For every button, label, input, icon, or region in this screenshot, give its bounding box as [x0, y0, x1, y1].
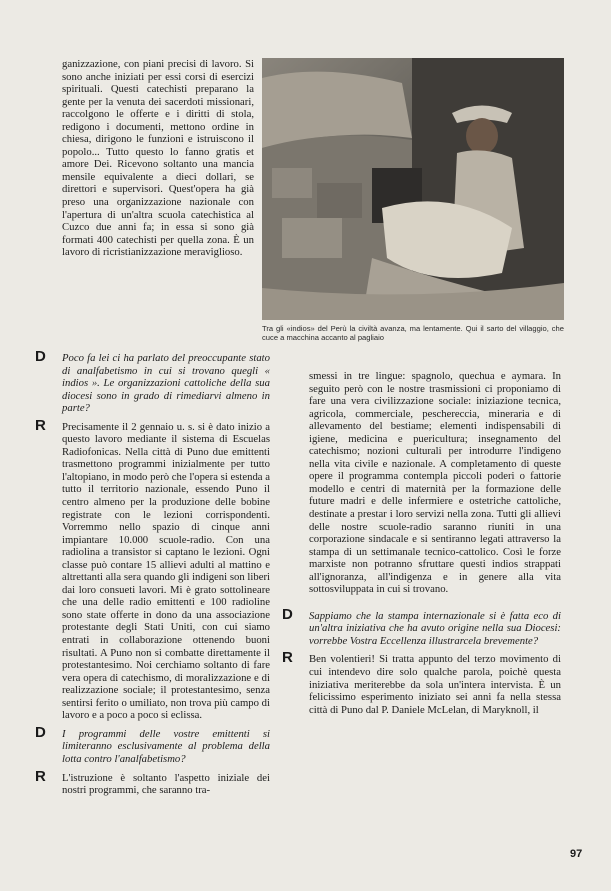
answer-text: Ben volentieri! Si tratta appunto del terzo movimento di cui intendevo dire solo qualche parola, poichè questa iniziativa meriterebbe da sola un'intera intervista. È un felicissimo esperimento iniziato sei anni fa nella stessa città di Puno dal P. Daniele McLelan, di Maryknoll, il	[309, 653, 561, 716]
question-marker: D	[35, 348, 46, 365]
left-column-top	[62, 58, 254, 259]
page-number: 97	[570, 848, 583, 860]
photo-tailor-sewing	[262, 58, 564, 320]
question-text: Poco fa lei ci ha parlato del preoccupante stato di analfabetismo in cui si trovano quegli « indios ». Le organizzazioni cattoliche della sua diocesi sono in grado di rimediarvi almeno in parte?	[62, 352, 270, 415]
intro-paragraph: ganizzazione, con piani precisi di lavoro. Si sono anche iniziati per essi corsi di esercizi spirituali. Questi catechisti preparano la gente per la venuta dei sacerdoti missionari, raccolgono le offerte e i diritti di stola, redigono i documenti, mettono ordine in chiesa, dirigono le funzioni e istruiscono il popolo... Tutto questo lo fanno gratis et amore Dei. Ricevono soltanto una mancia mensile equivalente a dieci dollari, se direttori e supervisori. Quest'opera ha già preso una organizzazione nazionale con l'apertura di un'altra scuola catechistica al Cuzco due anni fa; in essa si sono già formati 400 catechisti per quella zona. È un lavoro di ricristianizzazione meraviglioso.	[62, 58, 254, 259]
question-block	[282, 605, 561, 648]
answer-text: Precisamente il 2 gennaio u. s. si è dato inizio a questo lavoro mediante il sistema di Escuelas Radiofonicas. Nella città di Puno due emittenti trasmettono programmi inizialmente per tutto l'altopiano, in modo però che l'opera si estenda a tutto il territorio nazionale, essendo Puno il centro almeno per la produzione delle bobine registrate con le lezioni corrispondenti. Vorremmo nello spazio di cinque anni impiantare 10.000 scuole-radio. Con una radiolina a transistor si captano le lezioni. Ogni classe può contare 15 allievi adulti al mattino e altrettanti alla sera quando gli indigeni son liberi dai loro consueti lavori. Mi è grato sottolineare che una delle radio emittenti e 100 radioline sono state offerte in dono da una associazione protestante degli Stati Uniti, con cui siamo entrati in collaborazione ottenendo buoni risultati. A Puno non si combatte direttamente il protestantesimo. Noi cerchiamo soltanto di fare vera opera di catechismo, di moralizzazione e di realizzazione sociale; il protestantesimo, senza sentirsi ferito o umiliato, non trova più campo di lavoro e a poco a poco si eclissa.	[62, 420, 270, 722]
answer-text: L'istruzione è soltanto l'aspetto iniziale dei nostri programmi, che saranno tra-	[62, 771, 270, 797]
answer-marker: R	[282, 649, 293, 667]
right-column	[282, 370, 561, 716]
left-column-qa	[35, 346, 270, 797]
answer-marker: R	[35, 767, 46, 785]
question-marker: D	[35, 723, 46, 741]
answer-block	[35, 767, 270, 797]
answer-marker: R	[35, 416, 46, 434]
answer-block	[282, 649, 561, 716]
continuation-paragraph: smessi in tre lingue: spagnolo, quechua e aymara. In seguito però con le nostre trasmissioni ci proponiamo di fare una vera civilizzazione sociale: iniziazione tecnica, agricola, commerciale, peschereccia, mineraria e di allevamento del bestiame; elementi indispensabili di igiene, medicina e puericultura; insegnamento del catechismo; nozioni culturali per introdurre l'indigeno nella vita civile e nazionale. A completamento di queste opere il programma contempla piccoli poderi o fattorie modello e centri di maternità per la formazione delle future madri e delle infermiere e ostetriche cattoliche, destinate a prestar i loro servizi nella zona. Tutti gli allievi delle nostre scuole-radio saranno riuniti in una corporazione sindacale e si sentiranno legati attraverso la stampa di un settimanale tecnico-cattolico. Così le forze marxiste non potranno sfruttare questi indios strappati all'ignoranza, all'indigenza e in genere alla vita sottosviluppata in cui si trovano.	[309, 370, 561, 596]
question-block	[35, 723, 270, 766]
photo-image	[262, 58, 564, 320]
answer-block	[35, 416, 270, 722]
question-text: Sappiamo che la stampa internazionale si è fatta eco di un'altra iniziativa che ha avuto origine nella sua Diocesi: vorrebbe Vostra Eccellenza illustrarcela brevemente?	[309, 609, 561, 647]
photo-caption: Tra gli «indios» del Perù la civiltà avanza, ma lentamente. Qui il sarto del villaggio, che cuce a macchina accanto al pagliaio	[262, 324, 564, 342]
question-text: I programmi delle vostre emittenti si limiteranno esclusivamente al problema della lotta contro l'analfabetismo?	[62, 727, 270, 765]
question-block	[35, 348, 270, 415]
question-marker: D	[282, 605, 293, 623]
